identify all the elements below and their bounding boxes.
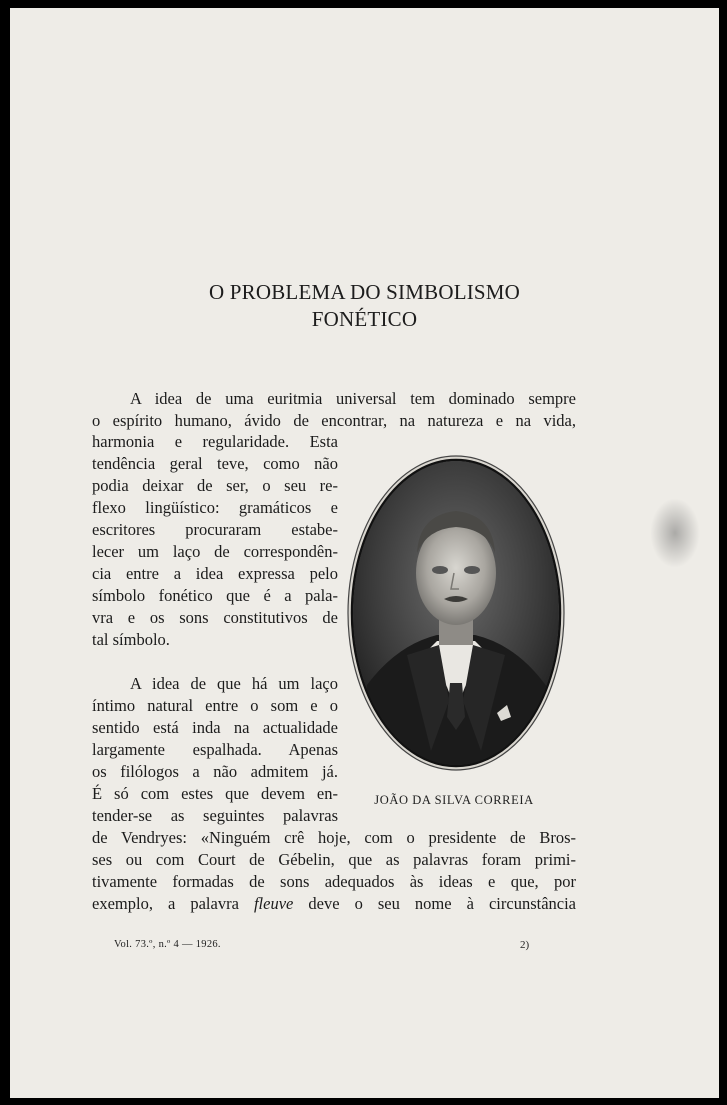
volume-footer: Vol. 73.º, n.º 4 — 1926. <box>114 939 221 950</box>
paragraph-2-line: de Vendryes: «Ninguém crê hoje, com o presidente de Bros- <box>92 828 576 847</box>
paragraph-2-last-line <box>92 893 576 914</box>
article-title-line-1: O PROBLEMA DO SIMBOLISMO <box>208 280 521 304</box>
narrow-line: É só com estes que devem en- <box>92 784 338 803</box>
narrow-line: cia entre a idea expressa pelo <box>92 564 338 583</box>
narrow-line: tender-se as seguintes palavras <box>92 806 338 825</box>
italic-word: fleuve <box>253 894 294 913</box>
narrow-line: os filólogos a não admitem já. <box>92 762 338 781</box>
narrow-line: escritores procuraram estabe- <box>92 520 338 539</box>
last-line-after: deve o seu nome à circunstância <box>308 894 576 913</box>
paragraph-1-line-1: A idea de uma euritmia universal tem dominado sempre <box>130 389 576 408</box>
paragraph-2-line: ses ou com Court de Gébelin, que as palavras foram primi- <box>92 850 576 869</box>
narrow-line: A idea de que há um laço <box>130 674 338 693</box>
narrow-line: vra e os sons constitutivos de <box>92 608 338 627</box>
narrow-line: podia deixar de ser, o seu re- <box>92 476 338 495</box>
paper-stain <box>650 498 700 568</box>
narrow-line: sentido está inda na actualidade <box>92 718 338 737</box>
narrow-line: tal símbolo. <box>92 630 170 649</box>
narrow-line: flexo lingüístico: gramáticos e <box>92 498 338 517</box>
page-number: 2) <box>520 939 530 951</box>
paragraph-1-line-2: o espírito humano, ávido de encontrar, na natureza e na vida, <box>92 411 576 430</box>
narrow-line: harmonia e regularidade. Esta <box>92 432 338 451</box>
article-title-line-2: FONÉTICO <box>311 307 418 331</box>
document-page <box>10 8 719 1098</box>
narrow-line: símbolo fonético que é a pala- <box>92 586 338 605</box>
narrow-line: lecer um laço de correspondên- <box>92 542 338 561</box>
narrow-line: tendência geral teve, como não <box>92 454 338 473</box>
paragraph-2-line: tivamente formadas de sons adequados às ideas e que, por <box>92 872 576 891</box>
portrait-photo <box>347 455 565 771</box>
narrow-line: largamente espalhada. Apenas <box>92 740 338 759</box>
last-line-before: exemplo, a palavra <box>92 894 239 913</box>
narrow-line: íntimo natural entre o som e o <box>92 696 338 715</box>
portrait-caption: JOÃO DA SILVA CORREIA <box>374 793 534 807</box>
